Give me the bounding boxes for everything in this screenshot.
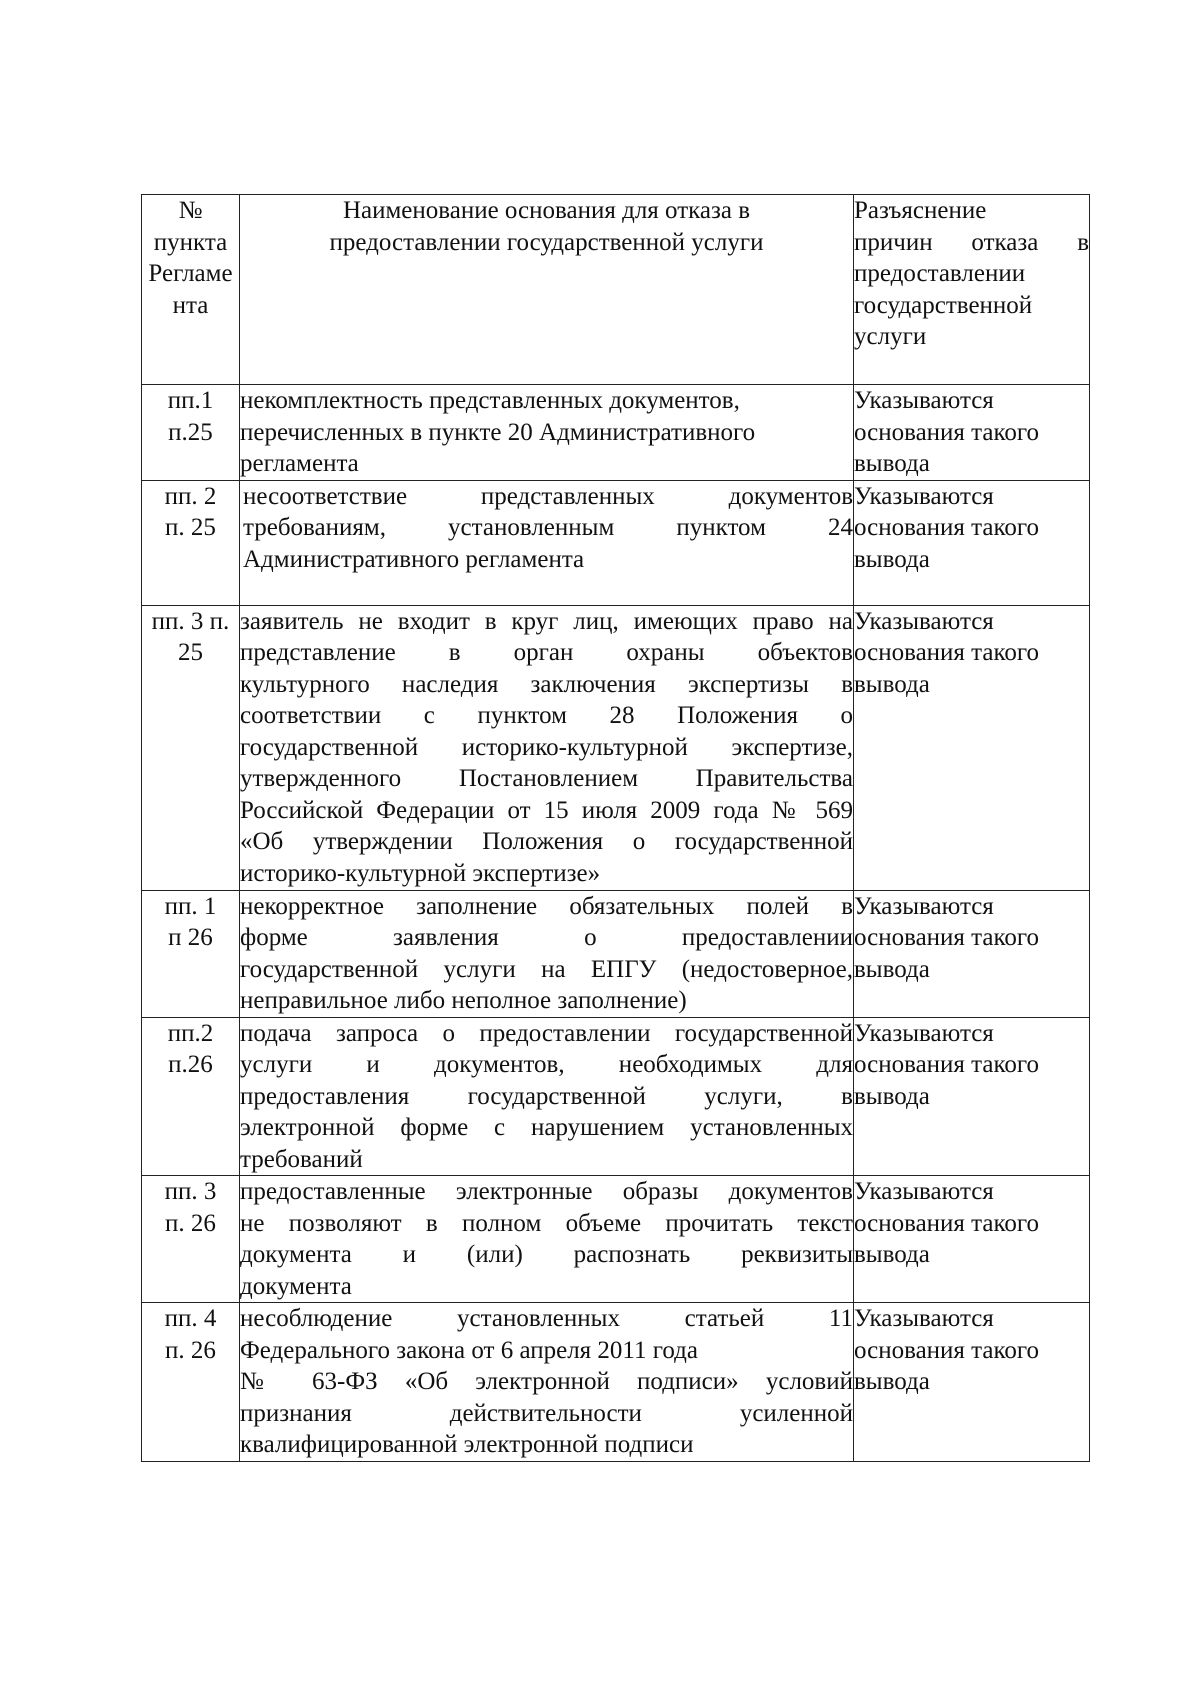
row-explanation-cell [854, 1176, 1090, 1303]
header-number-line: пункта [153, 228, 228, 256]
table-row [142, 1017, 1090, 1176]
row-number-line: пп. 2 [164, 482, 217, 510]
header-expl-line: предоставлении [854, 260, 1026, 287]
reason-line: культурного наследия заключения экспертизы в [240, 670, 853, 698]
table-header-row [142, 195, 1090, 385]
table-row [142, 385, 1090, 481]
explanation-line: вывода [854, 545, 930, 573]
reason-line: Федерального закона от 6 апреля 2011 года [240, 1336, 698, 1364]
explanation-line: основания такого [854, 639, 1040, 666]
reason-line: подача запроса о предоставлении государственной [240, 1019, 853, 1047]
reason-line: документа и (или) распознать реквизиты [240, 1241, 853, 1268]
header-name-cell [240, 195, 854, 385]
reason-line: перечисленных в пункте 20 Административного [240, 418, 756, 446]
explanation-line: основания такого [854, 1051, 1040, 1078]
reason-line: электронной форме с нарушением установленных [240, 1114, 853, 1141]
row-number-line: пп. 3 [164, 1178, 217, 1205]
row-reason-cell [240, 385, 854, 481]
row-number-line: пп. 4 [164, 1305, 217, 1332]
explanation-line: Указываются [854, 1019, 994, 1047]
header-name-line: предоставлении государственной услуги [329, 228, 764, 256]
row-reason-cell [240, 480, 854, 605]
row-reason-cell [240, 1303, 854, 1462]
header-number-line: Регламе [148, 260, 233, 287]
header-expl-line: услуги [854, 323, 927, 350]
reason-line: несоблюдение установленных статьей 11 [240, 1305, 853, 1332]
row-number-cell [142, 385, 240, 481]
reason-line: не позволяют в полном объеме прочитать текст [240, 1209, 853, 1237]
explanation-line: Указываются [854, 607, 994, 635]
row-number-line: п 26 [168, 924, 213, 951]
header-name-line: Наименование основания для отказа в [342, 197, 751, 224]
row-number-line: п.26 [168, 1051, 213, 1078]
row-number-line: п.25 [168, 418, 213, 446]
reason-line: предоставленные электронные образы документов [240, 1178, 853, 1205]
reason-line: некомплектность представленных документов, [240, 387, 740, 414]
explanation-line: вывода [854, 670, 930, 698]
reason-line: государственной услуги на ЕПГУ (недостоверное, [240, 955, 853, 983]
reason-line: требованиям, установленным пунктом 24 [243, 514, 853, 541]
reason-line: услуги и документов, необходимых для [240, 1051, 853, 1078]
header-number-line: № [178, 197, 203, 224]
row-number-line: п. 25 [165, 514, 216, 541]
explanation-line: основания такого [854, 418, 1040, 446]
reason-line: требований [240, 1145, 363, 1173]
row-number-cell [142, 1017, 240, 1176]
reason-line: регламента [240, 450, 359, 477]
row-number-line: пп.2 [167, 1019, 214, 1047]
row-reason-cell [240, 605, 854, 890]
explanation-line: основания такого [854, 924, 1040, 951]
header-expl-line: государственной [854, 291, 1033, 319]
explanation-line: основания такого [854, 1209, 1040, 1237]
explanation-line: вывода [854, 955, 930, 983]
row-reason-cell [240, 1176, 854, 1303]
reason-line: утвержденного Постановлением Правительства [240, 765, 853, 792]
table-row [142, 480, 1090, 605]
explanation-line: основания такого [854, 514, 1040, 541]
row-number-cell [142, 890, 240, 1017]
reason-line: предоставления государственной услуги, в [240, 1082, 853, 1110]
header-number-line: нта [172, 291, 209, 319]
explanation-line: вывода [854, 450, 930, 477]
row-number-line: п. 26 [165, 1209, 216, 1237]
reason-line: несоответствие представленных документов [243, 482, 853, 510]
table-row [142, 1303, 1090, 1462]
explanation-line: вывода [854, 1368, 930, 1395]
row-number-line: 25 [178, 639, 203, 666]
row-number-line: пп. 1 [164, 892, 217, 920]
row-explanation-cell [854, 385, 1090, 481]
row-number-line: пп.1 [167, 387, 214, 414]
row-explanation-cell [854, 890, 1090, 1017]
reason-line: представление в орган охраны объектов [240, 639, 853, 666]
reason-line: № 63-ФЗ «Об электронной подписи» условий [240, 1368, 853, 1395]
table-row [142, 1176, 1090, 1303]
reason-line: квалифицированной электронной подписи [240, 1431, 694, 1458]
reason-line: документа [240, 1272, 352, 1300]
reason-line: государственной историко-культурной экспертизе, [240, 733, 853, 761]
table-row [142, 605, 1090, 890]
reason-line: форме заявления о предоставлении [240, 924, 853, 951]
explanation-line: вывода [854, 1241, 930, 1268]
row-number-cell [142, 1176, 240, 1303]
explanation-line: Указываются [854, 387, 994, 414]
row-reason-cell [240, 1017, 854, 1176]
row-number-line: п. 26 [165, 1336, 216, 1364]
header-expl-line: причин отказа в [854, 228, 1089, 256]
explanation-line: Указываются [854, 1178, 994, 1205]
row-number-cell [142, 1303, 240, 1462]
reason-line: соответствии с пунктом 28 Положения о [240, 702, 853, 729]
row-reason-cell [240, 890, 854, 1017]
explanation-line: Указываются [854, 892, 994, 920]
explanation-line: основания такого [854, 1336, 1040, 1364]
refusal-grounds-table [141, 194, 1090, 1462]
row-explanation-cell [854, 1303, 1090, 1462]
header-explanation-cell [854, 195, 1090, 385]
reason-line: неправильное либо неполное заполнение) [240, 987, 687, 1014]
row-explanation-cell [854, 605, 1090, 890]
reason-line: Российской Федерации от 15 июля 2009 года № 569 [240, 796, 853, 824]
header-number-cell [142, 195, 240, 385]
row-number-cell [142, 605, 240, 890]
row-number-cell [142, 480, 240, 605]
row-number-line: пп. 3 п. [151, 607, 230, 635]
explanation-line: Указываются [854, 482, 994, 510]
reason-line: Административного регламента [243, 545, 585, 573]
header-expl-line: Разъяснение [854, 197, 987, 224]
row-explanation-cell [854, 1017, 1090, 1176]
reason-line: «Об утверждении Положения о государственной [240, 828, 853, 855]
reason-line: некорректное заполнение обязательных полей в [240, 892, 853, 920]
reason-line: заявитель не входит в круг лиц, имеющих право на [240, 607, 853, 635]
table-row [142, 890, 1090, 1017]
reason-line: признания действительности усиленной [240, 1399, 853, 1427]
explanation-line: вывода [854, 1082, 930, 1110]
row-explanation-cell [854, 480, 1090, 605]
reason-line: историко-культурной экспертизе» [240, 859, 601, 887]
explanation-line: Указываются [854, 1305, 994, 1332]
